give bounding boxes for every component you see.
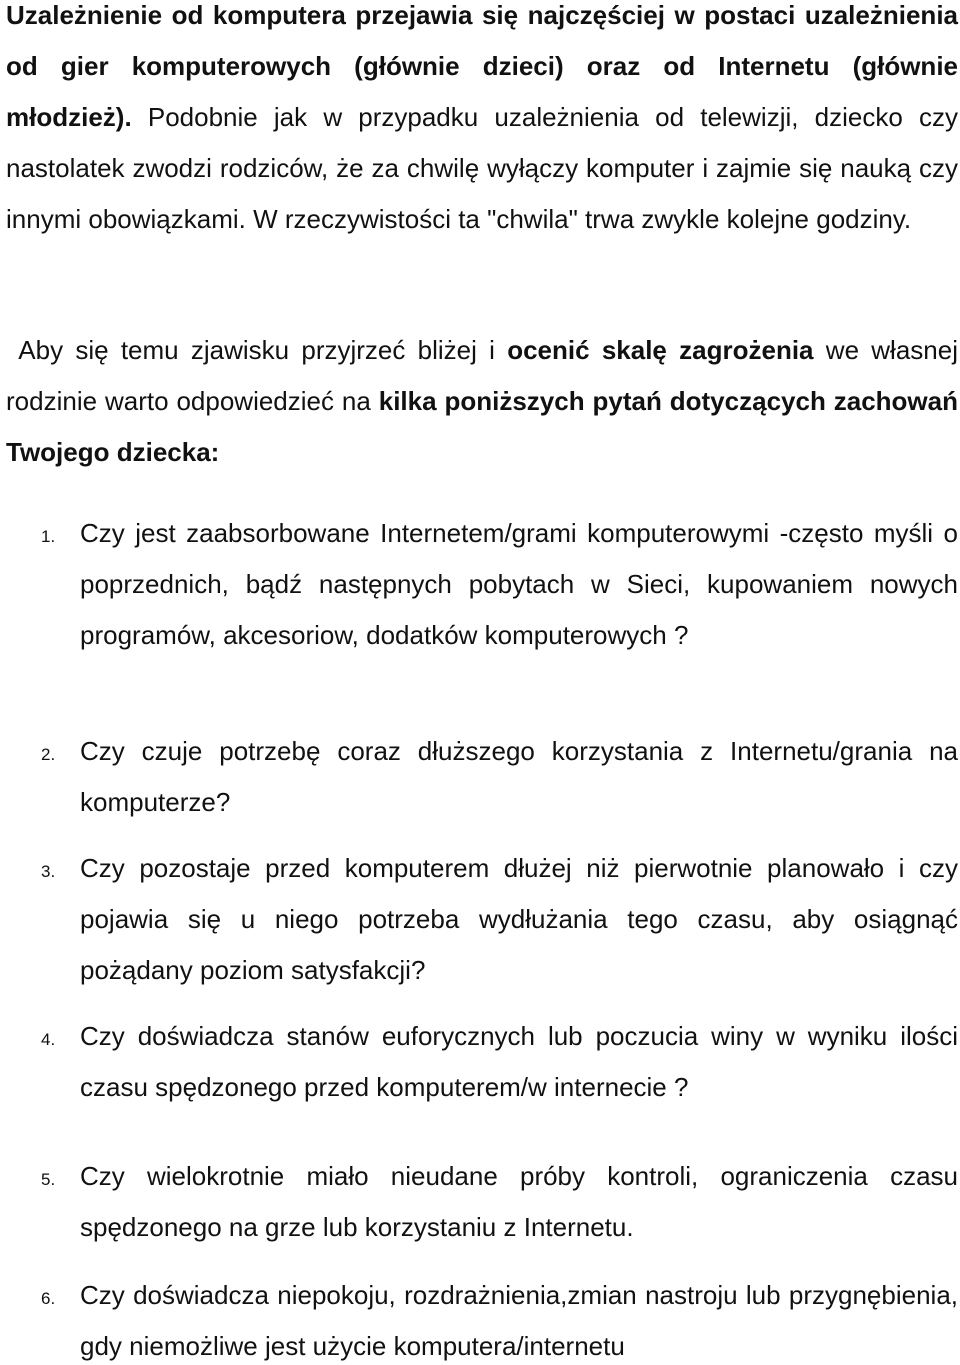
prompt-text-1: Aby się temu zjawisku przyjrzeć bliżej i	[18, 335, 508, 365]
question-text: Czy doświadcza niepokoju, rozdrażnienia,zmian nastroju lub przygnębienia, gdy niemożliwe jest użycie komputera/internetu	[80, 1280, 958, 1361]
question-number: 5.	[41, 1170, 56, 1189]
question-text: Czy doświadcza stanów euforycznych lub poczucia winy w wyniku ilości czasu spędzonego przed komputerem/w internecie ?	[80, 1021, 958, 1102]
prompt-bold-2: kilka poniższych pytań dotyczących zachowań Twojego dziecka:	[6, 386, 958, 467]
prompt-bold-1: ocenić skalę zagrożenia	[507, 335, 814, 365]
question-text: Czy czuje potrzebę coraz dłuższego korzystania z Internetu/grania na komputerze?	[80, 736, 958, 817]
prompt-paragraph	[6, 325, 958, 478]
question-text: Czy jest zaabsorbowane Internetem/grami komputerowymi -często myśli o poprzednich, bądź następnych pobytach w Sieci, kupowaniem nowych programów, akcesoriow, dodatków komputerowych ?	[80, 518, 958, 650]
question-number: 6.	[41, 1289, 56, 1308]
question-number: 1.	[41, 527, 56, 546]
prompt-text-2: we własnej rodzinie warto odpowiedzieć na	[6, 335, 958, 416]
intro-bold-sentence: Uzależnienie od komputera przejawia się najczęściej w postaci uzależnienia od gier komputerowych (głównie dzieci) oraz od Internetu (głównie młodzież).	[6, 0, 958, 132]
question-number: 3.	[41, 862, 56, 881]
question-number: 4.	[41, 1030, 56, 1049]
question-text: Czy wielokrotnie miało nieudane próby kontroli, ograniczenia czasu spędzonego na grze lub korzystaniu z Internetu.	[80, 1161, 958, 1242]
question-number: 2.	[41, 745, 56, 764]
question-text: Czy pozostaje przed komputerem dłużej niż pierwotnie planowało i czy pojawia się u niego potrzeba wydłużania tego czasu, aby osiągnąć pożądany poziom satysfakcji?	[80, 853, 958, 985]
intro-text: Podobnie jak w przypadku uzależnienia od telewizji, dziecko czy nastolatek zwodzi rodziców, że za chwilę wyłączy komputer i zajmie się nauką czy innymi obowiązkami. W rzeczywistości ta "chwila" trwa zwykle kolejne godziny.	[6, 102, 958, 234]
intro-paragraph	[6, 0, 958, 245]
